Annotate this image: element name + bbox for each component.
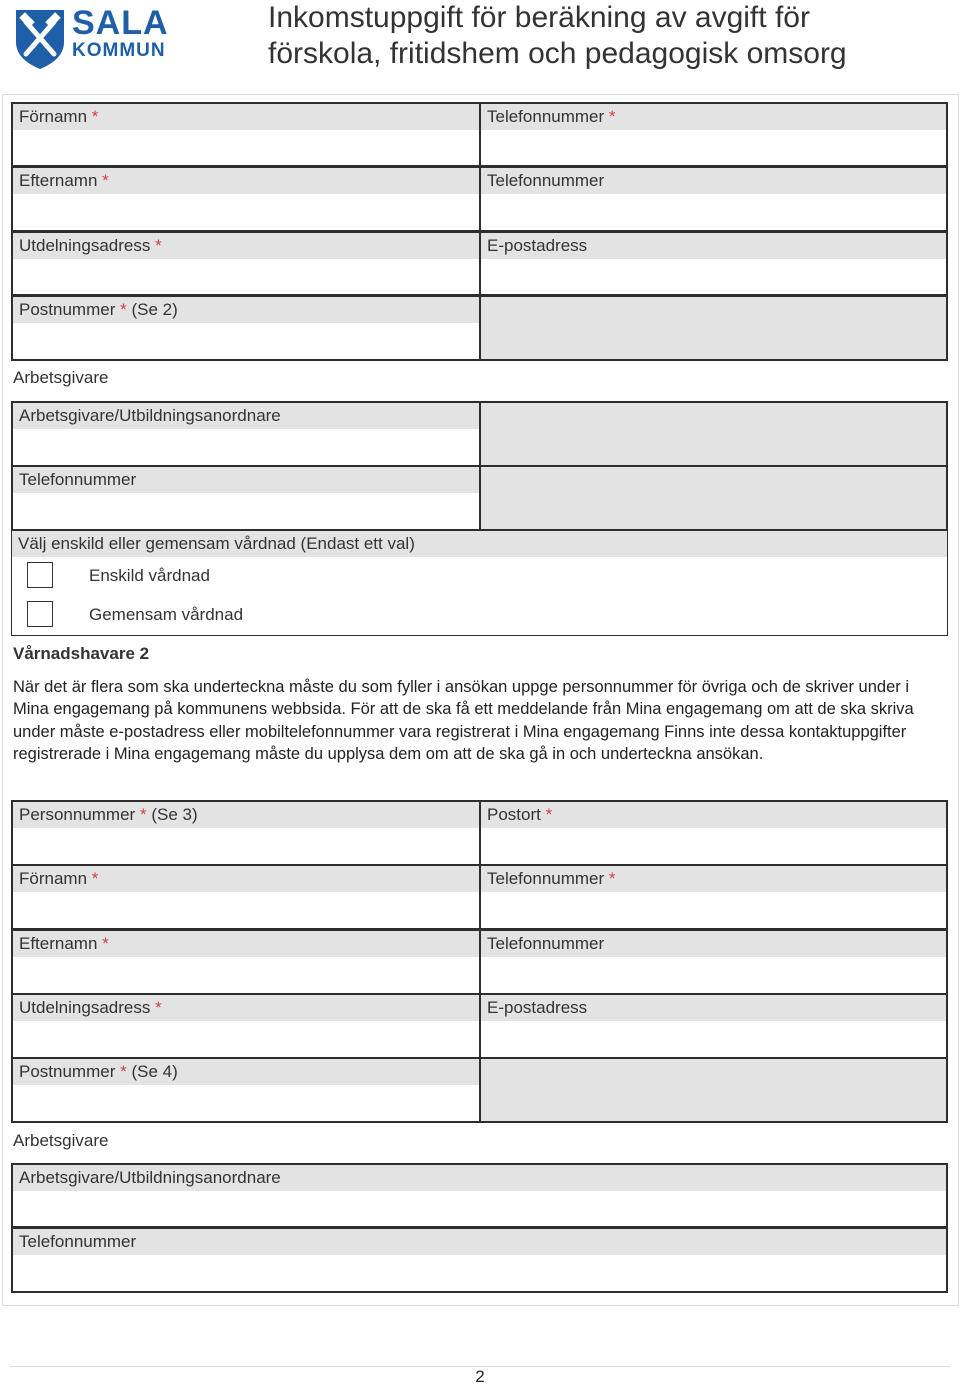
field-label: Postort * [481, 802, 946, 828]
form-row [11, 800, 948, 866]
firstname-field[interactable] [11, 102, 481, 167]
form-row [11, 231, 948, 296]
phone-required-field[interactable] [479, 102, 948, 167]
single-custody-label: Enskild vårdnad [89, 566, 210, 585]
form-row [11, 1163, 948, 1228]
custody-label: Välj enskild eller gemensam vårdnad (Endast ett val) [12, 531, 947, 557]
address-field[interactable] [11, 993, 481, 1059]
field-label: E-postadress [481, 995, 946, 1021]
postcode-field[interactable] [11, 295, 481, 361]
phone-field[interactable] [479, 929, 948, 995]
form-row [11, 1227, 948, 1293]
joint-custody-label: Gemensam vårdnad [89, 605, 244, 624]
empty-cell [479, 401, 948, 467]
personnummer-field[interactable] [11, 800, 481, 866]
empty-cell [479, 1057, 948, 1123]
field-label: Personnummer * (Se 3) [13, 802, 479, 828]
employer-field[interactable] [11, 401, 481, 467]
guardian2-heading: Vårnadshavare 2 [13, 644, 150, 663]
field-label: Utdelningsadress * [13, 995, 479, 1021]
field-label: Förnamn * [13, 104, 479, 130]
employer-heading: Arbetsgivare [13, 368, 109, 387]
signing-info-text: När det är flera som ska underteckna måste du som fyller i ansökan uppge personnummer för övriga och de skriver under i Mina engagemang på kommunens webbsida. För att de ska få ett meddelande från Mina engagemang om att de ska skriva under måste e-postadress eller mobiltelefonnummer vara registrerat i Mina engagemang Finns inte dessa kontaktuppgifter registrerade i Mina engagemang måste du upplysa dem om att de ska gå in och underteckna ansökan. [13, 678, 914, 763]
empty-cell [479, 465, 948, 531]
firstname-field[interactable] [11, 864, 481, 930]
employer-phone-field[interactable] [11, 465, 481, 531]
postcode-field[interactable] [11, 1057, 481, 1123]
field-label: Telefonnummer [481, 931, 946, 957]
email-field[interactable] [479, 993, 948, 1059]
field-label: Telefonnummer * [481, 104, 946, 130]
form-row [11, 1057, 948, 1123]
single-custody-checkbox[interactable] [27, 562, 53, 588]
phone-required-field[interactable] [479, 864, 948, 930]
logo-subtext: KOMMUN [72, 40, 166, 61]
form-row [11, 465, 948, 531]
phone-field[interactable] [479, 166, 948, 232]
field-label: Telefonnummer * [481, 866, 946, 892]
field-label: Postnummer * (Se 4) [13, 1059, 479, 1085]
address-field[interactable] [11, 231, 481, 296]
lastname-field[interactable] [11, 929, 481, 995]
form-row [11, 295, 948, 361]
shield-crossed-hammers-icon [14, 8, 66, 70]
form-row [11, 864, 948, 930]
field-label: Efternamn * [13, 168, 479, 194]
form-row [11, 993, 948, 1059]
lastname-field[interactable] [11, 166, 481, 232]
field-label: Telefonnummer [481, 168, 946, 194]
form-row [11, 401, 948, 467]
form-row [11, 929, 948, 995]
sala-kommun-logo [14, 4, 169, 72]
joint-custody-checkbox[interactable] [27, 601, 53, 627]
employer-heading: Arbetsgivare [13, 1131, 109, 1150]
employer-field[interactable] [11, 1163, 948, 1228]
field-label: Arbetsgivare/Utbildningsanordnare [13, 1165, 946, 1191]
field-label: Arbetsgivare/Utbildningsanordnare [13, 403, 479, 429]
page-title-line-2: förskola, fritidshem och pedagogisk omsorg [268, 37, 847, 70]
logo-text: SALA [72, 4, 169, 42]
form-row [11, 102, 948, 167]
field-label: Telefonnummer [13, 1229, 946, 1255]
field-label: Förnamn * [13, 866, 479, 892]
email-field[interactable] [479, 231, 948, 296]
employer-phone-field[interactable] [11, 1227, 948, 1293]
city-field[interactable] [479, 800, 948, 866]
field-label: Efternamn * [13, 931, 479, 957]
page-title-line-1: Inkomstuppgift för beräkning av avgift för [268, 1, 810, 34]
field-label: Telefonnummer [13, 467, 479, 493]
custody-choice-group [11, 530, 948, 636]
page-number: 2 [475, 1367, 485, 1386]
field-label: Postnummer * (Se 2) [13, 297, 479, 323]
form-row [11, 166, 948, 232]
field-label: E-postadress [481, 233, 946, 259]
empty-cell [479, 295, 948, 361]
field-label: Utdelningsadress * [13, 233, 479, 259]
